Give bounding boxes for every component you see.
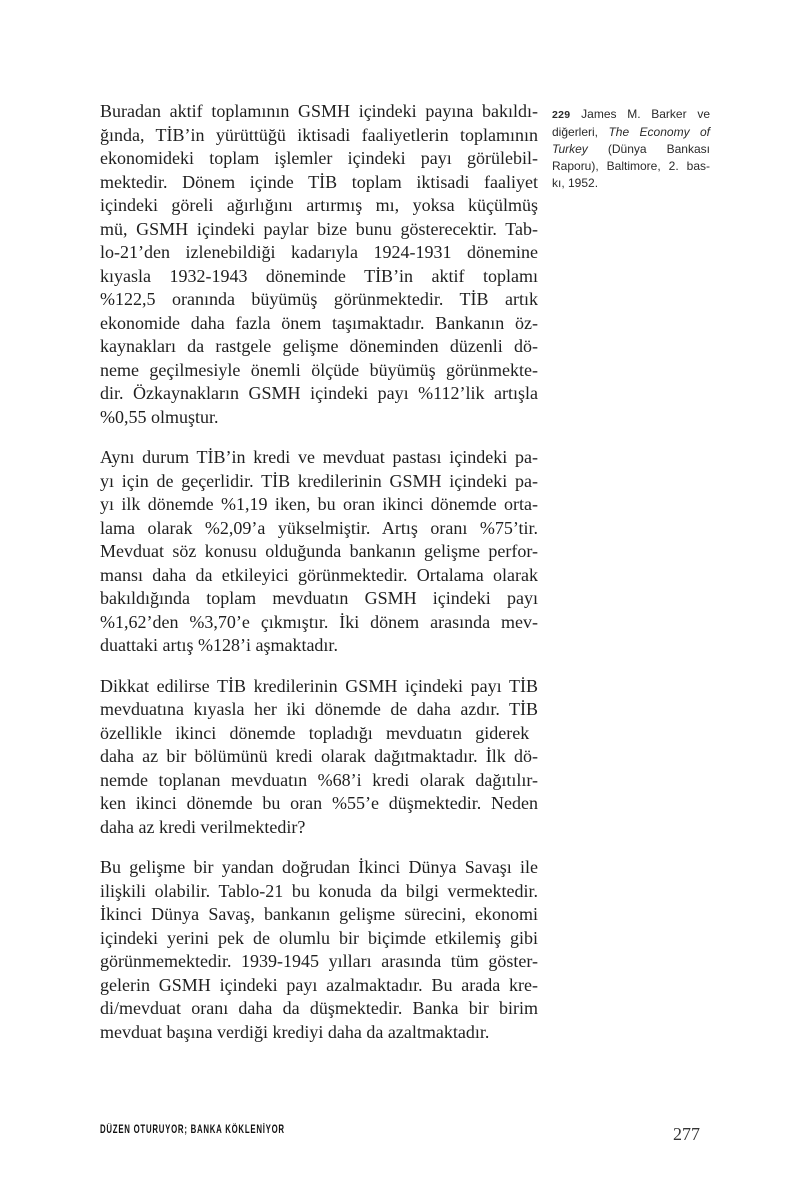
body-line: dir. Özkaynakların GSMH içindeki payı %112’lik artışla: [100, 383, 538, 403]
sidenote-italic-text: The Economy of: [608, 125, 711, 139]
body-line: Bu gelişme bir yandan doğrudan İkinci Dünya Savaşı ile: [100, 857, 538, 877]
body-line: özellikle ikinci dönemde topladığı mevduatın giderek: [100, 722, 530, 743]
body-line: yı için de geçerlidir. TİB kredilerinin GSMH içindeki pa-: [100, 470, 538, 491]
body-line: Dikkat edilirse TİB kredilerinin GSMH içindeki payı TİB: [100, 675, 538, 696]
body-line: ekonomide daha fazla önem taşımaktadır. Bankanın öz-: [100, 312, 538, 333]
body-line: mü, GSMH içindeki paylar bize bunu gösterecektir. Tab-: [100, 218, 538, 239]
body-line: mansı daha da etkileyici görünmektedir. Ortalama olarak: [100, 564, 538, 585]
body-line: daha az bir bölümünü kredi olarak dağıtmaktadır. İlk dö-: [100, 746, 538, 766]
body-line: Aynı durum TİB’in kredi ve mevduat pastası içindeki pa-: [100, 447, 538, 467]
sidenote: [552, 106, 710, 192]
body-line: mevduatına kıyasla her iki dönemde de daha azdır. TİB: [100, 699, 538, 719]
page-number: 277: [673, 1124, 700, 1144]
sidenote-line: [552, 158, 710, 175]
sidenote-line: [552, 124, 710, 141]
body-line: İkinci Dünya Savaş, bankanın gelişme sürecini, ekonomi: [100, 904, 538, 924]
body-line: kıyasla 1932-1943 döneminde TİB’in aktif toplamı: [100, 265, 538, 286]
paragraph: [100, 675, 538, 840]
body-line: ken ikinci dönemde bu oran %55’e düşmektedir. Neden: [100, 793, 538, 813]
body-line: lama olarak %2,09’a yükselmiştir. Artış oranı %75’tir.: [100, 517, 538, 538]
paragraph: [100, 100, 538, 429]
body-line: lo-21’den izlenebildiği kadarıyla 1924-1931 dönemine: [100, 242, 538, 262]
body-line: daha az kredi verilmektedir?: [100, 816, 306, 837]
sidenote-text: (Dünya Bankası: [587, 142, 710, 156]
paragraph: [100, 446, 538, 658]
body-line: %0,55 olmuştur.: [100, 406, 219, 427]
body-line: mevduat başına verdiği krediyi daha da azaltmaktadır.: [100, 1021, 490, 1042]
sidenote-text: James M. Barker ve: [570, 107, 710, 121]
sidenote-line: [552, 141, 710, 158]
sidenote-line: [552, 106, 710, 124]
body-line: neme geçilmesiyle önemli ölçüde büyümüş görünmekte-: [100, 359, 538, 380]
body-line: ekonomideki toplam işlemler içindeki payı görülebil-: [100, 148, 538, 168]
sidenote-italic-text: Turkey: [552, 142, 588, 156]
body-line: Buradan aktif toplamının GSMH içindeki payına bakıldı-: [100, 101, 538, 121]
body-line: mektedir. Dönem içinde TİB toplam iktisadi faaliyet: [100, 171, 538, 192]
sidenote-text: kı, 1952.: [552, 176, 599, 190]
body-line: nemde toplanan mevduatın %68’i kredi olarak dağıtılır-: [100, 769, 538, 790]
body-line: gelerin GSMH içindeki payı azalmaktadır. Bu arada kre-: [100, 974, 538, 995]
body-line: bakıldığında toplam mevduatın GSMH içindeki payı: [100, 588, 538, 608]
body-line: görünmemektedir. 1939-1945 yılları arasında tüm göster-: [100, 951, 538, 971]
footnote-number: 229: [552, 109, 571, 121]
body-line: Mevduat söz konusu olduğunda bankanın gelişme perfor-: [100, 541, 538, 561]
body-line: kaynakları da rastgele gelişme döneminden düzenli dö-: [100, 336, 538, 356]
body-text-column: [100, 100, 538, 1044]
sidenote-text: Raporu), Baltimore, 2. bas-: [552, 159, 710, 173]
sidenote-text: diğerleri,: [552, 125, 609, 139]
body-line: di/mevduat oranı daha da düşmektedir. Banka bir birim: [100, 998, 538, 1018]
body-line: ilişkili olabilir. Tablo-21 bu konuda da bilgi vermektedir.: [100, 880, 538, 901]
footer-chapter-title: DÜZEN OTURUYOR; BANKA KÖKLENİYOR: [100, 1124, 285, 1136]
sidenote-line: [552, 175, 710, 192]
body-line: %1,62’den %3,70’e çıkmıştır. İki dönem arasında mev-: [100, 611, 538, 632]
body-line: duattaki artış %128’i aşmaktadır.: [100, 635, 338, 655]
paragraph: [100, 856, 538, 1044]
body-line: %122,5 oranında büyümüş görünmektedir. TİB artık: [100, 289, 538, 309]
body-line: ğında, TİB’in yürüttüğü iktisadi faaliyetlerin toplamının: [100, 124, 538, 145]
body-line: içindeki göreli ağırlığını artırmış mı, yoksa küçülmüş: [100, 195, 538, 215]
body-line: içindeki yerini pek de olumlu bir biçimde etkilemiş gibi: [100, 927, 538, 948]
body-line: yı ilk dönemde %1,19 iken, bu oran ikinci dönemde orta-: [100, 494, 538, 514]
